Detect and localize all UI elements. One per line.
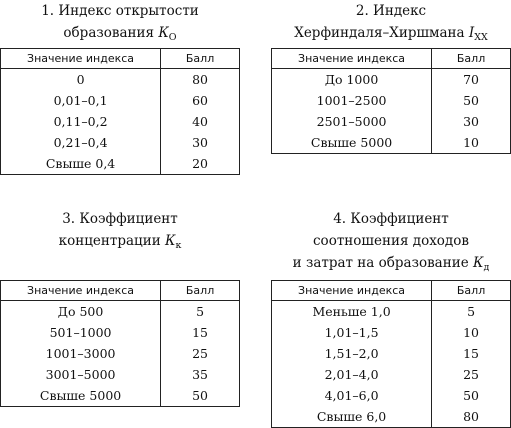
caption-2 bbox=[271, 0, 511, 49]
table-row: 1001–2500 50 bbox=[272, 90, 511, 111]
caption-3 bbox=[0, 208, 240, 257]
table-row: 0 80 bbox=[1, 69, 240, 91]
caption-4 bbox=[271, 208, 511, 279]
table-block-2 bbox=[271, 0, 511, 150]
table-4 bbox=[271, 280, 511, 428]
table-row: 501–1000 15 bbox=[1, 322, 240, 343]
caption-1-line1: 1. Индекс открытости bbox=[41, 3, 199, 19]
table-row: До 1000 70 bbox=[272, 69, 511, 91]
table-1 bbox=[0, 48, 240, 175]
table-row: 0,21–0,4 30 bbox=[1, 132, 240, 153]
caption-4-line3: и затрат на образование $К_д$ bbox=[292, 255, 490, 273]
table-row: 4,01–6,0 50 bbox=[272, 385, 511, 406]
caption-1 bbox=[0, 0, 240, 49]
caption-3-line2: концентрации $К_к$ bbox=[58, 233, 182, 251]
caption-2-line1: 2. Индекс bbox=[355, 3, 427, 19]
header-index-value: Значение индекса bbox=[1, 281, 161, 301]
table-block-1 bbox=[0, 0, 240, 170]
header-score: Балл bbox=[432, 49, 511, 69]
table-3 bbox=[0, 280, 240, 407]
table-2 bbox=[271, 48, 511, 154]
caption-4-line2: соотношения доходов bbox=[313, 233, 469, 249]
table-row: Свыше 5000 50 bbox=[1, 385, 240, 407]
caption-3-line1: 3. Коэффициент bbox=[62, 211, 178, 227]
table-row: 1,01–1,5 10 bbox=[272, 322, 511, 343]
table-row: 1001–3000 25 bbox=[1, 343, 240, 364]
header-index-value: Значение индекса bbox=[272, 49, 432, 69]
table-row: Свыше 6,0 80 bbox=[272, 406, 511, 428]
header-score: Балл bbox=[432, 281, 511, 301]
header-score: Балл bbox=[161, 281, 240, 301]
header-score: Балл bbox=[161, 49, 240, 69]
table-row: 0,01–0,1 60 bbox=[1, 90, 240, 111]
header-index-value: Значение индекса bbox=[272, 281, 432, 301]
table-row: Свыше 0,4 20 bbox=[1, 153, 240, 175]
caption-4-line1: 4. Коэффициент bbox=[333, 211, 449, 227]
table-row: До 500 5 bbox=[1, 301, 240, 323]
table-row: 2501–5000 30 bbox=[272, 111, 511, 132]
table-row: 3001–5000 35 bbox=[1, 364, 240, 385]
table-row: 0,11–0,2 40 bbox=[1, 111, 240, 132]
table-row: 1,51–2,0 15 bbox=[272, 343, 511, 364]
header-index-value: Значение индекса bbox=[1, 49, 161, 69]
table-block-4 bbox=[271, 208, 511, 424]
caption-2-line2: Херфиндаля–Хиршмана $I_{ХХ}$ bbox=[294, 25, 488, 43]
table-row: Меньше 1,0 5 bbox=[272, 301, 511, 323]
table-block-3 bbox=[0, 208, 240, 403]
table-row: Свыше 5000 10 bbox=[272, 132, 511, 154]
caption-1-line2: образования $К_О$ bbox=[63, 25, 177, 43]
table-row: 2,01–4,0 25 bbox=[272, 364, 511, 385]
